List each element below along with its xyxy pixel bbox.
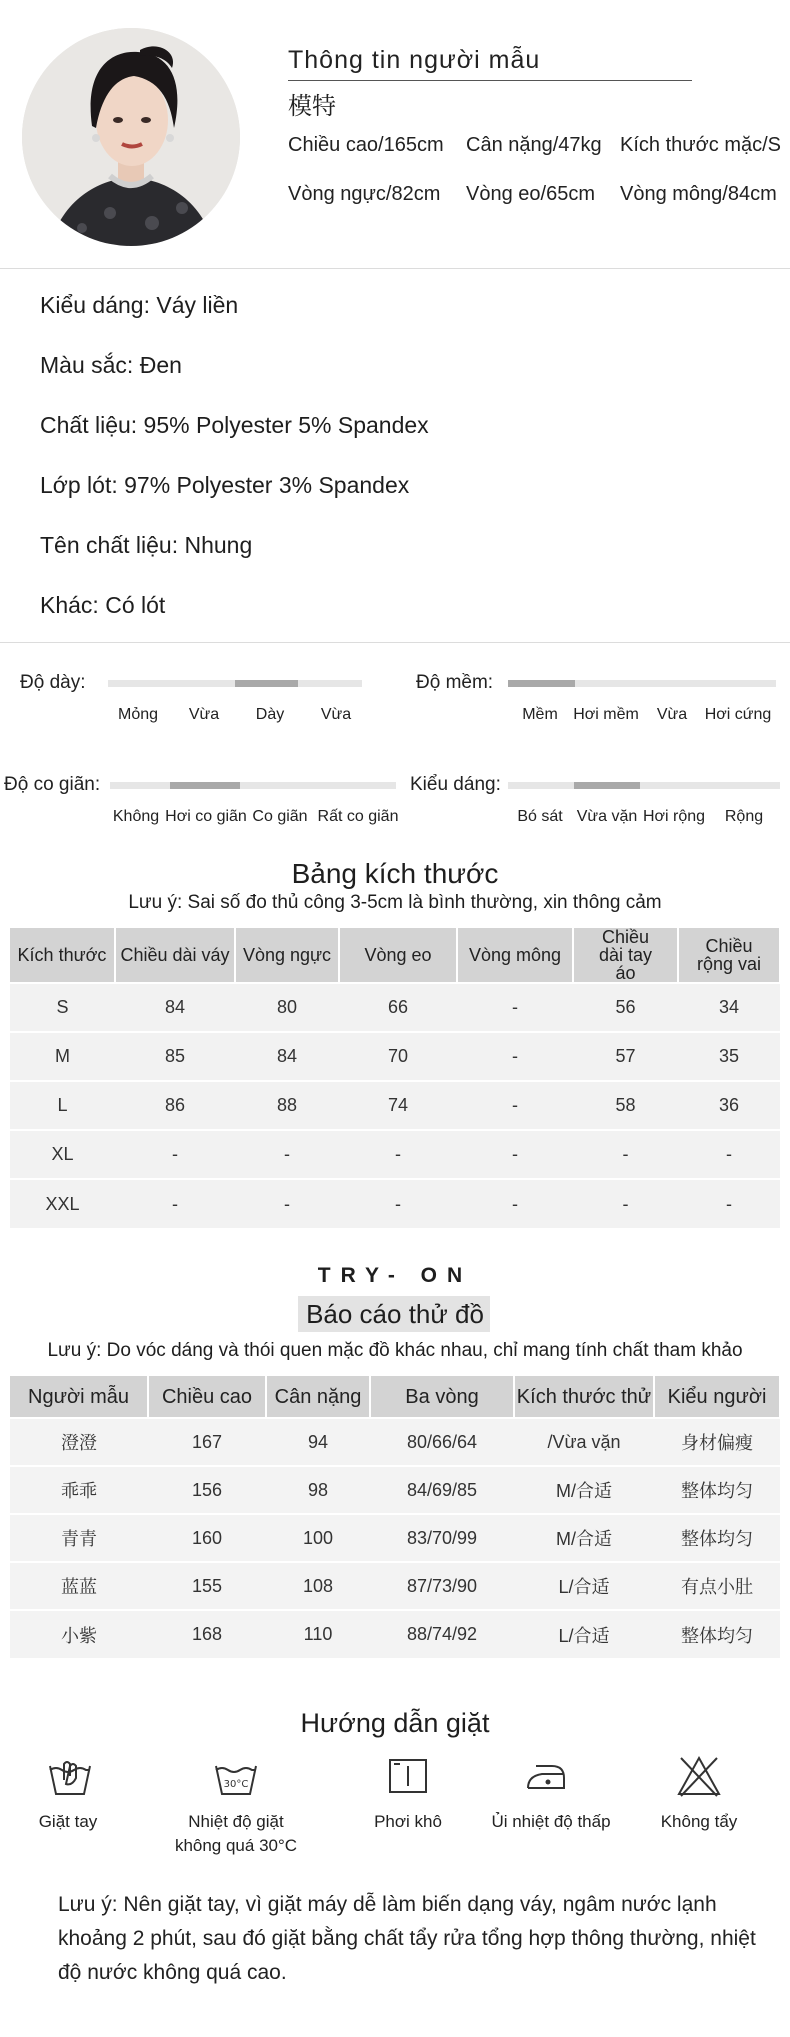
- tryon-cell: 155: [148, 1562, 266, 1610]
- size-chart-cell: -: [457, 983, 573, 1032]
- size-chart-cell: -: [573, 1130, 678, 1179]
- attribute-lining: Lớp lót: 97% Polyester 3% Spandex: [40, 472, 410, 498]
- fit-option: Rộng: [724, 808, 764, 825]
- size-chart-cell: -: [457, 1081, 573, 1130]
- size-chart-cell: -: [678, 1179, 780, 1228]
- tryon-cell: 160: [148, 1514, 266, 1562]
- softness-option: Hơi mềm: [573, 706, 639, 723]
- model-weight: Cân nặng/47kg: [466, 134, 602, 156]
- size-chart-cell: M: [10, 1032, 115, 1081]
- tryon-cell: 整体均匀: [654, 1514, 780, 1562]
- wash-label-bleach: Không tẩy: [660, 1812, 738, 1831]
- model-info-divider: [288, 80, 692, 81]
- wash-30-badge: 30°C: [223, 1779, 249, 1790]
- size-chart-header: Vòng ngực: [235, 928, 339, 983]
- tryon-cell: 澄澄: [10, 1418, 148, 1466]
- tryon-header: Ba vòng: [370, 1376, 514, 1418]
- size-chart-cell: -: [457, 1179, 573, 1228]
- size-chart-header: Vòng eo: [339, 928, 457, 983]
- size-chart-row: [10, 983, 780, 1032]
- tryon-cell: M/合适: [514, 1466, 654, 1514]
- attribute-color: Màu sắc: Đen: [40, 352, 182, 378]
- tryon-cell: 156: [148, 1466, 266, 1514]
- tryon-cell: L/合适: [514, 1610, 654, 1658]
- tryon-title: Báo cáo thử đồ: [306, 1299, 484, 1329]
- thickness-scale-track: [108, 680, 362, 687]
- tryon-cell: 整体均匀: [654, 1610, 780, 1658]
- fit-scale-track: [508, 782, 780, 789]
- model-height: Chiều cao/165cm: [288, 134, 444, 156]
- size-chart-cell: -: [339, 1130, 457, 1179]
- wash-label-iron: Ủi nhiệt độ thấp: [491, 1812, 611, 1831]
- softness-scale-title: Độ mềm:: [416, 672, 494, 693]
- size-chart-cell: 56: [573, 983, 678, 1032]
- size-chart-cell: 84: [115, 983, 235, 1032]
- size-chart-cell: XL: [10, 1130, 115, 1179]
- size-chart-cell: -: [235, 1179, 339, 1228]
- tryon-cell: 88/74/92: [370, 1610, 514, 1658]
- size-chart-header: Kích thước: [10, 928, 115, 983]
- size-chart-row: [10, 1081, 780, 1130]
- tryon-row: [10, 1610, 780, 1658]
- wash-title: Hướng dẫn giặt: [300, 1708, 490, 1738]
- size-chart-header: Chiều dài váy: [115, 928, 235, 983]
- softness-scale-track: [508, 680, 776, 687]
- size-chart-cell: -: [115, 1179, 235, 1228]
- tryon-row: [10, 1418, 780, 1466]
- tryon-cell: /Vừa vặn: [514, 1418, 654, 1466]
- tryon-cell: 小紫: [10, 1610, 148, 1658]
- size-chart-cell: -: [235, 1130, 339, 1179]
- size-chart-cell: -: [115, 1130, 235, 1179]
- model-info-section: [0, 0, 790, 268]
- tryon-header: Kích thước thử: [514, 1376, 654, 1418]
- section-divider: [0, 642, 790, 643]
- tryon-row: [10, 1562, 780, 1610]
- tryon-row: [10, 1466, 780, 1514]
- size-chart-cell: XXL: [10, 1179, 115, 1228]
- size-chart-header: Chiều rộng vai: [678, 928, 780, 983]
- size-chart-note: Lưu ý: Sai số đo thủ công 3-5cm là bình thường, xin thông cảm: [128, 892, 662, 913]
- stretch-scale-track: [110, 782, 396, 789]
- stretch-option: Co giãn: [252, 808, 308, 825]
- tryon-cell: L/合适: [514, 1562, 654, 1610]
- size-chart-cell: 80: [235, 983, 339, 1032]
- tryon-cell: 青青: [10, 1514, 148, 1562]
- iron-low-icon: [522, 1754, 570, 1798]
- stretch-option: Rất co giãn: [317, 808, 399, 825]
- size-chart-header: Vòng mông: [457, 928, 573, 983]
- size-chart-cell: 74: [339, 1081, 457, 1130]
- size-chart-header: Chiều dài tay áo: [573, 928, 678, 983]
- stretch-scale-indicator: [170, 782, 240, 789]
- tryon-note: Lưu ý: Do vóc dáng và thói quen mặc đồ khác nhau, chỉ mang tính chất tham khảo: [47, 1340, 743, 1361]
- size-chart-cell: 70: [339, 1032, 457, 1081]
- model-info-subheading: 模特: [288, 93, 336, 120]
- tryon-cell: 蓝蓝: [10, 1562, 148, 1610]
- size-chart-table: [10, 928, 781, 1228]
- tryon-header: Người mẫu: [10, 1376, 148, 1418]
- fit-option: Bó sát: [517, 808, 563, 825]
- size-chart-cell: -: [573, 1179, 678, 1228]
- size-chart-cell: S: [10, 983, 115, 1032]
- model-waist: Vòng eo/65cm: [466, 183, 595, 205]
- size-chart-cell: 66: [339, 983, 457, 1032]
- model-size: Kích thước mặc/S: [620, 134, 781, 156]
- attribute-other: Khác: Có lót: [40, 592, 166, 618]
- model-bust: Vòng ngực/82cm: [288, 183, 441, 205]
- size-chart-cell: 86: [115, 1081, 235, 1130]
- tryon-table: [10, 1376, 781, 1658]
- wash-30-icon: [212, 1754, 260, 1798]
- fit-scale-title: Kiểu dáng:: [410, 774, 501, 795]
- softness-scale-indicator: [508, 680, 575, 687]
- tryon-cell: M/合适: [514, 1514, 654, 1562]
- tryon-header: Chiều cao: [148, 1376, 266, 1418]
- size-chart-row: [10, 1130, 780, 1179]
- wash-label-temp: Nhiệt độ giặt không quá 30°C: [174, 1812, 298, 1855]
- size-chart-cell: -: [678, 1130, 780, 1179]
- size-chart-cell: 57: [573, 1032, 678, 1081]
- stretch-option: Không: [112, 808, 160, 825]
- tryon-cell: 整体均匀: [654, 1466, 780, 1514]
- size-chart-cell: 88: [235, 1081, 339, 1130]
- tryon-cell: 108: [266, 1562, 370, 1610]
- size-chart-cell: 58: [573, 1081, 678, 1130]
- model-info-heading: Thông tin người mẫu: [288, 46, 541, 74]
- dry-icon: [384, 1754, 432, 1798]
- stretch-scale-title: Độ co giãn:: [4, 774, 101, 795]
- tryon-cell: 身材偏瘦: [654, 1418, 780, 1466]
- tryon-cell: 98: [266, 1466, 370, 1514]
- tryon-cell: 84/69/85: [370, 1466, 514, 1514]
- tryon-cell: 80/66/64: [370, 1418, 514, 1466]
- attribute-style: Kiểu dáng: Váy liền: [40, 292, 239, 318]
- fit-option: Hơi rộng: [642, 808, 706, 825]
- softness-option: Hơi cứng: [704, 706, 772, 723]
- thickness-option: Mỏng: [117, 706, 159, 723]
- tryon-cell: 167: [148, 1418, 266, 1466]
- size-chart-header-row: [10, 928, 780, 983]
- fit-scale-indicator: [574, 782, 640, 789]
- section-divider: [0, 268, 790, 269]
- thickness-option: Dày: [255, 706, 285, 723]
- size-chart-cell: -: [457, 1032, 573, 1081]
- tryon-cell: 100: [266, 1514, 370, 1562]
- size-chart-cell: L: [10, 1081, 115, 1130]
- tryon-cell: 87/73/90: [370, 1562, 514, 1610]
- wash-label-dry: Phơi khô: [374, 1812, 442, 1831]
- stretch-option: Hơi co giãn: [165, 808, 247, 825]
- size-chart-cell: 35: [678, 1032, 780, 1081]
- attribute-material: Chất liệu: 95% Polyester 5% Spandex: [40, 412, 429, 438]
- size-chart-cell: 34: [678, 983, 780, 1032]
- tryon-cell: 94: [266, 1418, 370, 1466]
- model-avatar: [22, 28, 240, 246]
- fit-option: Vừa vặn: [576, 808, 638, 825]
- size-chart-cell: -: [457, 1130, 573, 1179]
- model-portrait-image: [22, 28, 240, 246]
- size-chart-row: [10, 1179, 780, 1228]
- attribute-fabric-name: Tên chất liệu: Nhung: [40, 532, 253, 558]
- size-chart-cell: 85: [115, 1032, 235, 1081]
- size-chart-cell: 84: [235, 1032, 339, 1081]
- tryon-cell: 乖乖: [10, 1466, 148, 1514]
- size-chart-cell: -: [339, 1179, 457, 1228]
- wash-note: Lưu ý: Nên giặt tay, vì giặt máy dễ làm biến dạng váy, ngâm nước lạnh khoảng 2 phút, sau đó giặt bằng chất tẩy rửa tổng hợp thông thường, nhiệt độ nước không quá cao.: [58, 1893, 756, 1984]
- tryon-header-row: [10, 1376, 780, 1418]
- tryon-header: Kiểu người: [654, 1376, 780, 1418]
- tryon-header: Cân nặng: [266, 1376, 370, 1418]
- tryon-cell: 110: [266, 1610, 370, 1658]
- thickness-scale-title: Độ dày:: [20, 672, 86, 693]
- tryon-cell: 83/70/99: [370, 1514, 514, 1562]
- size-chart-row: [10, 1032, 780, 1081]
- tryon-cell: 有点小肚: [654, 1562, 780, 1610]
- hand-wash-icon: [46, 1754, 94, 1798]
- model-hips: Vòng mông/84cm: [620, 183, 777, 205]
- no-bleach-icon: [675, 1754, 723, 1798]
- tryon-row: [10, 1514, 780, 1562]
- thickness-scale-indicator: [235, 680, 298, 687]
- thickness-option: Vừa: [320, 706, 352, 723]
- softness-option: Mềm: [522, 706, 558, 723]
- tryon-cell: 168: [148, 1610, 266, 1658]
- size-chart-title: Bảng kích thước: [291, 858, 499, 889]
- size-chart-cell: 36: [678, 1081, 780, 1130]
- thickness-option: Vừa: [188, 706, 220, 723]
- wash-label-hand: Giặt tay: [38, 1812, 98, 1831]
- softness-option: Vừa: [656, 706, 688, 723]
- tryon-eyebrow: TRY- ON: [317, 1264, 473, 1287]
